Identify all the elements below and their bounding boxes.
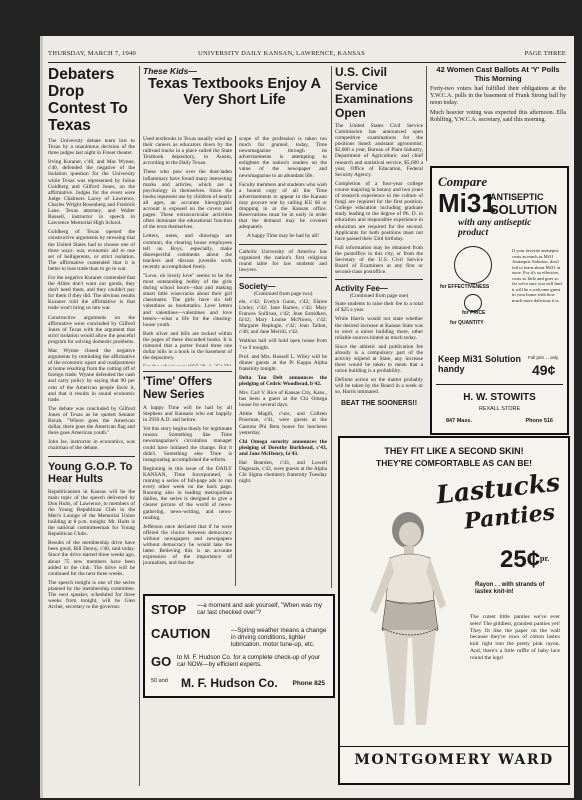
section-divider (48, 456, 135, 457)
column-rule (235, 136, 236, 586)
textbooks-paragraph: These who paw over the dust-laden inflammary have found many interesting marks and articles, which are a psychology in themselves. Since the books represent use by children of nearly all ages, an accurate hieroglyphic account is exposed on the covers and pages. These extracurricular activities often dominate the educational function of the texts themselves. (143, 169, 232, 231)
society-continued: (Continued from page two) (253, 290, 313, 297)
society-item: Watkins hall will hold open house from 7 to 9 tonight. (239, 338, 327, 351)
textbooks-headline: Texas Textbooks Enjoy A Very Short Life (148, 76, 321, 108)
hudson-phone: Phone 825 (292, 680, 325, 687)
textbooks-kicker: These Kids— (143, 66, 197, 76)
mi31-size: Full pint ... only (528, 355, 559, 360)
lastucks-panties: Panties (462, 499, 557, 535)
debate-paragraph: For the negative Kuraner contended that the Allies don't want our goods, they don't need them, and they couldn't pay for them if they did. The obvious results Kuraner told the affirmative is that trade won't bring us into war. (48, 274, 135, 312)
hudson-footer-pre: 50 and (151, 678, 168, 684)
hudson-go-text: to M. F. Hudson Co. for a complete check-up of your car NOW—by efficient experts. (177, 654, 321, 668)
activity-paragraph: Definite action on the matter probably will be taken by the Board in a week or so, Harris intimated. (335, 377, 423, 396)
catholic-item: Catholic University of America has organized the nation's first religious round table for law students and lawyers. (239, 248, 327, 273)
hudson-ad (143, 594, 335, 698)
textbooks-paragraph: Letters, notes, and drawings are common, the clearing house employees tell us. Boys, especially, make disrespectful comments about the teachers and discuss juvenile work recently accomplished freely. (143, 233, 232, 270)
mi31-divider (436, 384, 563, 385)
time-headline: 'Time' Offers New Series (143, 376, 213, 401)
mi31-solution: SOLUTION (490, 202, 558, 217)
column-ywca (430, 66, 566, 161)
textbooks-paragraph (143, 364, 232, 366)
hudson-stop-text: —a moment and ask yourself, "When was my car last checked over"? (197, 602, 322, 616)
mi31-brand: Mi31 (438, 188, 496, 218)
debate-headline: Debaters Drop Contest To Texas (48, 66, 128, 134)
time-paragraph: Yet this story begins thusly for legitimate reason. Something like Time newsmagazine's circulation manager could have initiated the change. But it didn't. Something else Time is inaugurating accomplished the reform. (143, 426, 232, 463)
debate-paragraph: Irving Kuraner, c'40, and Mac Wynne, c'40, defended the negative of the Isolation question for the University while Texas was represented by Julius Goldberg and Gilford Jones, on the affirmative. Judges for the event were Judge Chalmers Lacey of Lawrence, Charles Wright Rosenberg and Fredrick Lane. Texas attorney, and Walter Russell, instructor in speech in Lawrence Memorial High School. (48, 159, 135, 227)
textbooks-paragraph: Faculty members and students who wish a bound copy of all the Time advertisements to appear in the Kansan may procure one by calling KU 66 or dropping in at the Kansan office. Reservations must be in early in order that the demand may be covered adequately. (239, 181, 327, 231)
effectiveness-circle (454, 246, 492, 284)
society-headline: Society— (239, 281, 276, 291)
header-page: PAGE THREE (524, 50, 566, 57)
mi31-effect-label: for EFFECTIVENESS (440, 284, 490, 290)
lastucks-body: The cutest little panties we've ever seen! The giddiest, grandest panties yet! They fit like the paper on the wall because they're rows of cotton lastex knit right into the pretty pink rayon. And, there's a little ruffle of baby lace round the legs! (470, 614, 560, 661)
debate-paragraph: The University debate team lost to Texas by a unanimous decision of the three judges last night in Fraser theater. (48, 138, 135, 157)
section-divider (239, 277, 327, 278)
activity-paragraph: State students to raise their fee to a total of $25 a year. (335, 301, 423, 314)
mi31-body: If your favorite antiseptic costs as much as Mi31 Antiseptic Solution, don't fail to learn about Mi31 at once. For it's so effective, costs so little and goes so far we're sure you will find it will be a welcome guest in your home with how much more delicious it is. (512, 248, 562, 303)
mi31-price-label: for PRICE (462, 310, 486, 316)
textbooks-paragraph: Both silver and bills are tucked within the pages of these discarded books. It is rumored that a porter found three one dollar bills in a book in the basement of the depository. (143, 330, 232, 362)
civil-service-headline: U.S. Civil Service Examinations Open (335, 66, 414, 120)
hudson-go: GO (151, 654, 172, 669)
hudson-stop: STOP (151, 602, 187, 617)
page-header (48, 50, 566, 60)
ywca-paragraph: Much heavier voting was expected this afternoon. Ella Rohlfing, Y.W.C.A. secretary, said this morning. (430, 109, 566, 123)
mi31-quantity-label: for QUANTITY (450, 320, 484, 326)
header-rule (48, 62, 566, 63)
hudson-caution-text: —Spring weather means a change in driving conditions, lighter lubrication, motor tune-up, etc. (231, 627, 327, 648)
lastucks-line1: THEY FIT LIKE A SECOND SKIN! (384, 446, 524, 456)
section-divider (335, 279, 423, 280)
textbooks-paragraph: A happy Time may be had by all! (246, 233, 320, 240)
lastucks-divider (340, 746, 568, 747)
column-debate (48, 66, 135, 790)
ywca-paragraph: Forty-two voters had fulfilled their obligations at the Y.W.C.A. polls in the basement of Frank Strong hall by noon today. (430, 86, 566, 106)
gop-paragraph: Republicanism in Kansas will be the main topic of the speech delivered by Don Hults, of Lawrence, to members of the Young Republican Club in the Men's Lounge of the Memorial Union building at 8 p.m. tonight. Mr. Hults is the national committeeman for Young Republican Clubs. (48, 488, 135, 538)
civil-service-paragraph: The United States Civil Service Commission has announced open competitive examinations for the positions listed: assistant agronomist, $2,600 a year, Bureau of Plant Industry, Department of Agriculture; and chief research and statistical service, $5,600 a year, Office of Education, Federal Security Agency. (335, 123, 423, 178)
mi31-store: H. W. STOWITS (463, 392, 536, 403)
lastucks-line2: THEY'RE COMFORTABLE AS CAN BE! (376, 458, 532, 468)
mi31-comparison (440, 246, 510, 328)
society-item: Abbie Magill, c'unc, and Colleen Poorman, c'41, were guests at the Gamma Phi Beta house for luncheon yesterday. (239, 411, 327, 436)
hudson-caution: CAUTION (151, 626, 211, 641)
newspaper-page (40, 36, 574, 798)
mi31-phone: Phone 516 (525, 418, 553, 424)
society-item: Chi Omega sorority announces the pledging of Dorothy Burkhead, c'43, and Jane McHenry, fa'43. (239, 438, 327, 457)
society-item: ele, c'42; Evelyn Gunn, c'42; Elaine Linley, c'42; Jane Barnes, c'42; Mary Frances Sullivan, c'42; Jean Estridken, fa'42; Mary Louise McNown, c'42; Margaret Replogle, c'42; Jean Talbot, c'40; and Jane Merrill, c'42. (239, 298, 327, 336)
mi31-compare: Compare (438, 174, 488, 189)
mi31-price: 49¢ (532, 362, 556, 378)
column-rule (139, 66, 140, 786)
textbooks-paragraph: "Love, oh lovely love" seems to be the most outstanding hobby of the girls during school hours—that and making smart little wisecracks about their girl classmates. The girls have six left valentines as bookmarks. Love letters and valentines—valentines and love letters—what a life for the clearing-house youth. (143, 272, 232, 328)
slogan: BEAT THE SOONERS!! (340, 399, 418, 407)
section-divider (143, 371, 232, 372)
mi31-address: 847 Mass. (446, 418, 472, 424)
society-item: Prof. and Mrs. Russell L. Wiley will be dinner guests at the Pi Kappa Alpha fraternity tonight. (239, 353, 327, 372)
mi31-tagline: with any antiseptic product (458, 218, 532, 238)
lastucks-desc: Rayon . . with strands of lastex knit-in! (475, 582, 545, 595)
activity-continued: (Continued from page one) (349, 293, 409, 300)
ywca-headline: 42 Women Cast Ballots At 'Y' Polls This Morning (436, 66, 560, 83)
section-divider (239, 244, 327, 245)
activity-paragraph: While Harris would not state whether the desired increase at Kansas State was to erect a union building there, other reliable sources hinted as much today. (335, 316, 423, 341)
column-rule (331, 66, 332, 588)
society-item: Delta Tau Delt announces the pledging of Cedric Woodbead, b'42. (239, 374, 327, 387)
gop-paragraph: The speech tonight is one of the series planned by the membership committee. The next speaker, scheduled for three weeks from tonight, will be Glen Archer, secretary to the governor. (48, 579, 135, 611)
lastucks-store: MONTGOMERY WARD (354, 752, 554, 768)
lastucks-price: 25¢ (500, 546, 541, 573)
debate-paragraph: Mac Wynne closed the negative arguments by reminding the affirmative of the economic upset and readjustment at home resulting from the cutting off of foreign trade. Wynne defended the cash and carry policy by saying that 90 per cent of the American people favor it, and that it results in sound economic trade. (48, 348, 135, 403)
time-paragraph: Jefferson once declared that if he were offered the choice between democracy without newspapers and newspapers without democracy he would take the latter. Believing this is an accurate expression of the importance of journalism, and that the (143, 523, 232, 567)
mi31-keep: Keep Mi31 Solution handy (438, 354, 522, 374)
header-date: THURSDAY, MARCH 7, 1940 (48, 50, 136, 57)
lastucks-price-sub: pr. (540, 554, 550, 563)
society-item: Mrs. Carl V. Rice of Kansas City, Kans., has been a guest at the Chi Omega house for several days. (239, 390, 327, 409)
model-figure-illustration (350, 510, 460, 740)
hudson-name: M. F. Hudson Co. (181, 676, 278, 690)
activity-headline: Activity Fee— (335, 284, 388, 294)
civil-service-paragraph: Completion of a four-year college course majoring in botany and two years of research experience in the culture of fungi are required for the first position. College education including graduate study leading to the degree of Ph. D. in education and responsible experience in education are required for the second. Applicants for both positions must not have passed their 53rd birthday. (335, 180, 423, 242)
column-society (239, 136, 327, 586)
mi31-antiseptic: ANTISEPTIC (490, 192, 544, 202)
debate-paragraph: Constructive arguments on the affirmative were concluded by Gilford Jones of Texas with the argument that strict isolation would allow the peaceful program for solving domestic problems. (48, 314, 135, 345)
time-paragraph: Beginning in this issue of the DAILY KANSAN, Time Incorporated, is running a series of full-page ads to run every other week on the back page. Running also in leading metropolitan dailies, the series is designed to give a clearer picture of the world of news-gathering, news-writing, and news-reading. (143, 465, 232, 521)
column-textbooks (143, 136, 232, 366)
header-title: UNIVERSITY DAILY KANSAN, LAWRENCE, KANSAS (198, 50, 365, 57)
mi31-ad (430, 166, 569, 435)
society-item: Hal Bearden, c'43, and Lowell Dagenais, c'42, were guests at the Alpha Chi Sigma chemistry fraternity Tuesday night. (239, 460, 327, 485)
page-edge (40, 36, 43, 798)
column-rule (426, 66, 427, 161)
mi31-store-sub: REXALL STORE (478, 406, 521, 412)
civil-service-paragraph: Full information may be obtained from the postoffice in this city, or from the Secretary of the U.S. Civil Service Board of Examiners at any first or second-class postoffice. (335, 244, 423, 276)
textbooks-head (143, 66, 326, 136)
gop-paragraph: Results of the membership drive have been good, Bill Denny, c'40, said today. Since the drive started three weeks ago, about 75 new members have been added to the club. The drive will be continued for the next three weeks. (48, 540, 135, 577)
debate-paragraph: Goldberg of Texas opened the constructive arguments by stressing that the United States had to choose one of three ways: war, economic aid to one set of belligerents, or strict isolation. The affirmative contended that it is better to lose trade than to go to war. (48, 229, 135, 272)
time-paragraph: A happy Time will be had by all Stephens and Kansans who eat happily in 2939 A.D. and before. (143, 405, 232, 424)
column-time (143, 371, 232, 586)
textbooks-paragraph: Used textbooks in Texas usually wind up their careers as educators down by the railroad tracks in a place called the State Textbook depository, in Austin, according to the Daily Texan. (143, 136, 232, 167)
debate-paragraph: John Ise, instructor in economics, was chairman of the debate. (48, 439, 135, 452)
textbooks-paragraph: scope of the profession is taken too much for granted, today, Time newsmagazine through its advertisements is attempting to enlighten the nation's readers on the value of the newspaper and newsmagazine to an abundant life. (239, 136, 327, 179)
debate-paragraph: The debate was concluded by Gilford Jones of Texas as he quoted Senator Borah, "Where goes the American dollar, there goes the American flag and there goes American youth." (48, 405, 135, 437)
activity-paragraph: Since the athletic and publication fee already is a compulsory part of the activity stipend at State, any increase there would be taken to mean that a union building is a probability. (335, 343, 423, 375)
gop-headline: Young G.O.P. To Hear Hults (48, 460, 133, 485)
lastucks-brand: Lastucks (434, 467, 562, 510)
lastucks-ad (338, 436, 570, 785)
